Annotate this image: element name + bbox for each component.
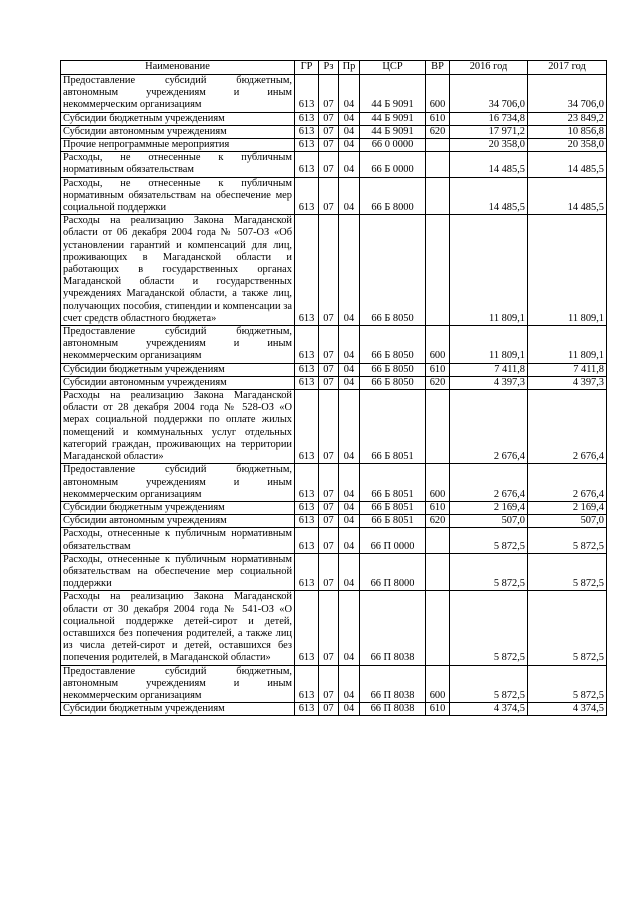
row-csr: 66 Б 8050 <box>360 363 426 376</box>
row-amount-2017: 4 374,5 <box>528 703 607 716</box>
row-pr: 04 <box>339 326 360 364</box>
row-name: Субсидии бюджетным учреждениям <box>61 363 295 376</box>
row-amount-2016: 2 169,4 <box>450 501 528 514</box>
row-vr <box>426 591 450 665</box>
row-csr: 44 Б 9091 <box>360 112 426 125</box>
row-amount-2016: 20 358,0 <box>450 139 528 152</box>
row-rz: 07 <box>319 528 339 553</box>
row-pr: 04 <box>339 528 360 553</box>
row-name: Субсидии бюджетным учреждениям <box>61 112 295 125</box>
row-csr: 66 0 0000 <box>360 139 426 152</box>
row-rz: 07 <box>319 591 339 665</box>
row-vr <box>426 177 450 215</box>
row-rz: 07 <box>319 665 339 703</box>
row-name: Расходы, не отнесенные к публичным нормативным обязательствам на обеспечение мер социальной поддержки <box>61 177 295 215</box>
row-amount-2017: 11 809,1 <box>528 326 607 364</box>
row-name: Субсидии автономным учреждениям <box>61 376 295 389</box>
table-row <box>61 177 607 215</box>
document-page <box>60 60 606 716</box>
row-pr: 04 <box>339 75 360 113</box>
row-vr: 600 <box>426 326 450 364</box>
row-gr: 613 <box>295 75 319 113</box>
row-gr: 613 <box>295 591 319 665</box>
table-row <box>61 139 607 152</box>
table-row <box>61 75 607 113</box>
row-csr: 66 Б 8051 <box>360 515 426 528</box>
row-pr: 04 <box>339 215 360 326</box>
row-gr: 613 <box>295 553 319 591</box>
row-gr: 613 <box>295 215 319 326</box>
row-vr <box>426 390 450 464</box>
row-amount-2017: 7 411,8 <box>528 363 607 376</box>
table-row <box>61 390 607 464</box>
row-gr: 613 <box>295 515 319 528</box>
row-csr: 44 Б 9091 <box>360 75 426 113</box>
row-amount-2016: 2 676,4 <box>450 464 528 502</box>
row-gr: 613 <box>295 326 319 364</box>
row-rz: 07 <box>319 376 339 389</box>
row-amount-2016: 17 971,2 <box>450 125 528 138</box>
row-vr <box>426 215 450 326</box>
row-gr: 613 <box>295 528 319 553</box>
row-gr: 613 <box>295 152 319 177</box>
row-gr: 613 <box>295 665 319 703</box>
table-row <box>61 363 607 376</box>
row-rz: 07 <box>319 215 339 326</box>
row-name: Расходы, отнесенные к публичным нормативным обязательствам на обеспечение мер социальной поддержки <box>61 553 295 591</box>
row-amount-2017: 14 485,5 <box>528 152 607 177</box>
row-rz: 07 <box>319 125 339 138</box>
row-amount-2017: 5 872,5 <box>528 591 607 665</box>
row-name: Расходы, не отнесенные к публичным нормативным обязательствам <box>61 152 295 177</box>
table-row <box>61 152 607 177</box>
header-vr: ВР <box>426 61 450 75</box>
header-name: Наименование <box>61 61 295 75</box>
row-pr: 04 <box>339 553 360 591</box>
row-amount-2016: 16 734,8 <box>450 112 528 125</box>
row-csr: 66 Б 8000 <box>360 177 426 215</box>
table-row <box>61 326 607 364</box>
row-amount-2016: 11 809,1 <box>450 326 528 364</box>
row-name: Субсидии автономным учреждениям <box>61 125 295 138</box>
row-pr: 04 <box>339 125 360 138</box>
header-gr: ГР <box>295 61 319 75</box>
row-pr: 04 <box>339 363 360 376</box>
row-gr: 613 <box>295 501 319 514</box>
row-amount-2017: 5 872,5 <box>528 665 607 703</box>
row-amount-2017: 10 856,8 <box>528 125 607 138</box>
row-csr: 66 Б 8050 <box>360 326 426 364</box>
row-name: Прочие непрограммные мероприятия <box>61 139 295 152</box>
row-amount-2016: 5 872,5 <box>450 665 528 703</box>
row-rz: 07 <box>319 139 339 152</box>
row-name: Предоставление субсидий бюджетным, автономным учреждениям и иным некоммерческим организациям <box>61 326 295 364</box>
row-amount-2016: 4 374,5 <box>450 703 528 716</box>
row-vr <box>426 528 450 553</box>
row-pr: 04 <box>339 591 360 665</box>
table-row <box>61 112 607 125</box>
row-amount-2017: 4 397,3 <box>528 376 607 389</box>
table-row <box>61 125 607 138</box>
row-csr: 66 Б 8051 <box>360 390 426 464</box>
row-csr: 66 П 0000 <box>360 528 426 553</box>
row-pr: 04 <box>339 112 360 125</box>
row-amount-2016: 5 872,5 <box>450 591 528 665</box>
row-csr: 66 П 8038 <box>360 591 426 665</box>
row-name: Предоставление субсидий бюджетным, автономным учреждениям и иным некоммерческим организациям <box>61 464 295 502</box>
table-row <box>61 376 607 389</box>
table-row <box>61 665 607 703</box>
row-vr: 610 <box>426 363 450 376</box>
row-amount-2017: 5 872,5 <box>528 553 607 591</box>
row-name: Расходы, отнесенные к публичным нормативным обязательствам <box>61 528 295 553</box>
row-name: Субсидии автономным учреждениям <box>61 515 295 528</box>
header-rz: Рз <box>319 61 339 75</box>
row-name: Расходы на реализацию Закона Магаданской области от 30 декабря 2004 года № 541-ОЗ «О социальной поддержке детей-сирот и детей, оставшихся без попечения родителей, а также лиц из числа детей-сирот и детей, оставшихся без попечения родителей, в Магаданской области» <box>61 591 295 665</box>
row-csr: 44 Б 9091 <box>360 125 426 138</box>
row-vr: 620 <box>426 125 450 138</box>
row-vr <box>426 553 450 591</box>
table-row <box>61 464 607 502</box>
row-rz: 07 <box>319 390 339 464</box>
row-amount-2017: 2 676,4 <box>528 390 607 464</box>
row-amount-2017: 23 849,2 <box>528 112 607 125</box>
row-rz: 07 <box>319 703 339 716</box>
row-pr: 04 <box>339 177 360 215</box>
header-2016: 2016 год <box>450 61 528 75</box>
row-rz: 07 <box>319 464 339 502</box>
row-pr: 04 <box>339 390 360 464</box>
row-gr: 613 <box>295 139 319 152</box>
row-amount-2017: 20 358,0 <box>528 139 607 152</box>
row-vr: 610 <box>426 703 450 716</box>
row-amount-2016: 5 872,5 <box>450 528 528 553</box>
header-2017: 2017 год <box>528 61 607 75</box>
row-rz: 07 <box>319 112 339 125</box>
row-amount-2017: 11 809,1 <box>528 215 607 326</box>
row-amount-2016: 14 485,5 <box>450 177 528 215</box>
row-amount-2016: 507,0 <box>450 515 528 528</box>
row-gr: 613 <box>295 376 319 389</box>
row-vr: 600 <box>426 464 450 502</box>
row-vr: 620 <box>426 376 450 389</box>
row-vr: 620 <box>426 515 450 528</box>
row-name: Субсидии бюджетным учреждениям <box>61 501 295 514</box>
row-rz: 07 <box>319 501 339 514</box>
row-name: Предоставление субсидий бюджетным, автономным учреждениям и иным некоммерческим организациям <box>61 75 295 113</box>
row-pr: 04 <box>339 515 360 528</box>
row-gr: 613 <box>295 703 319 716</box>
table-header-row <box>61 61 607 75</box>
row-name: Субсидии бюджетным учреждениям <box>61 703 295 716</box>
row-pr: 04 <box>339 665 360 703</box>
row-csr: 66 Б 8051 <box>360 464 426 502</box>
header-csr: ЦСР <box>360 61 426 75</box>
row-csr: 66 Б 8050 <box>360 215 426 326</box>
row-name: Предоставление субсидий бюджетным, автономным учреждениям и иным некоммерческим организациям <box>61 665 295 703</box>
row-vr: 610 <box>426 112 450 125</box>
row-pr: 04 <box>339 464 360 502</box>
row-amount-2016: 14 485,5 <box>450 152 528 177</box>
row-pr: 04 <box>339 376 360 389</box>
row-csr: 66 Б 8050 <box>360 376 426 389</box>
row-rz: 07 <box>319 152 339 177</box>
row-amount-2017: 14 485,5 <box>528 177 607 215</box>
table-row <box>61 528 607 553</box>
row-rz: 07 <box>319 515 339 528</box>
row-gr: 613 <box>295 177 319 215</box>
row-name: Расходы на реализацию Закона Магаданской области от 28 декабря 2004 года № 528-ОЗ «О мерах социальной поддержки по оплате жилых помещений и коммунальных услуг отдельных категорий граждан, проживающих на территории Магаданской области» <box>61 390 295 464</box>
row-csr: 66 Б 0000 <box>360 152 426 177</box>
table-row <box>61 515 607 528</box>
budget-table <box>60 60 607 716</box>
row-amount-2016: 4 397,3 <box>450 376 528 389</box>
row-gr: 613 <box>295 464 319 502</box>
row-vr <box>426 152 450 177</box>
row-csr: 66 Б 8051 <box>360 501 426 514</box>
table-row <box>61 215 607 326</box>
row-vr: 610 <box>426 501 450 514</box>
row-amount-2017: 2 676,4 <box>528 464 607 502</box>
row-csr: 66 П 8038 <box>360 665 426 703</box>
row-amount-2017: 507,0 <box>528 515 607 528</box>
row-pr: 04 <box>339 703 360 716</box>
row-amount-2017: 34 706,0 <box>528 75 607 113</box>
row-amount-2016: 5 872,5 <box>450 553 528 591</box>
row-gr: 613 <box>295 112 319 125</box>
row-rz: 07 <box>319 75 339 113</box>
row-vr <box>426 139 450 152</box>
row-rz: 07 <box>319 177 339 215</box>
row-vr: 600 <box>426 75 450 113</box>
table-row <box>61 591 607 665</box>
row-pr: 04 <box>339 501 360 514</box>
row-csr: 66 П 8000 <box>360 553 426 591</box>
row-vr: 600 <box>426 665 450 703</box>
row-rz: 07 <box>319 363 339 376</box>
row-pr: 04 <box>339 139 360 152</box>
table-row <box>61 501 607 514</box>
row-amount-2016: 2 676,4 <box>450 390 528 464</box>
row-rz: 07 <box>319 326 339 364</box>
row-amount-2017: 5 872,5 <box>528 528 607 553</box>
header-pr: Пр <box>339 61 360 75</box>
row-gr: 613 <box>295 125 319 138</box>
row-amount-2016: 7 411,8 <box>450 363 528 376</box>
row-amount-2016: 11 809,1 <box>450 215 528 326</box>
row-amount-2017: 2 169,4 <box>528 501 607 514</box>
row-pr: 04 <box>339 152 360 177</box>
row-csr: 66 П 8038 <box>360 703 426 716</box>
row-name: Расходы на реализацию Закона Магаданской области от 06 декабря 2004 года № 507-ОЗ «Об установлении гарантий и компенсаций для лиц, проживающих в Магаданской области и работающих в государственных органах Магаданской области и государственных учреждениях Магаданской области, а также лиц, получающих пособия, стипендии и компенсации за счет средств областного бюджета» <box>61 215 295 326</box>
row-amount-2016: 34 706,0 <box>450 75 528 113</box>
row-gr: 613 <box>295 363 319 376</box>
table-row <box>61 553 607 591</box>
row-rz: 07 <box>319 553 339 591</box>
row-gr: 613 <box>295 390 319 464</box>
table-row <box>61 703 607 716</box>
